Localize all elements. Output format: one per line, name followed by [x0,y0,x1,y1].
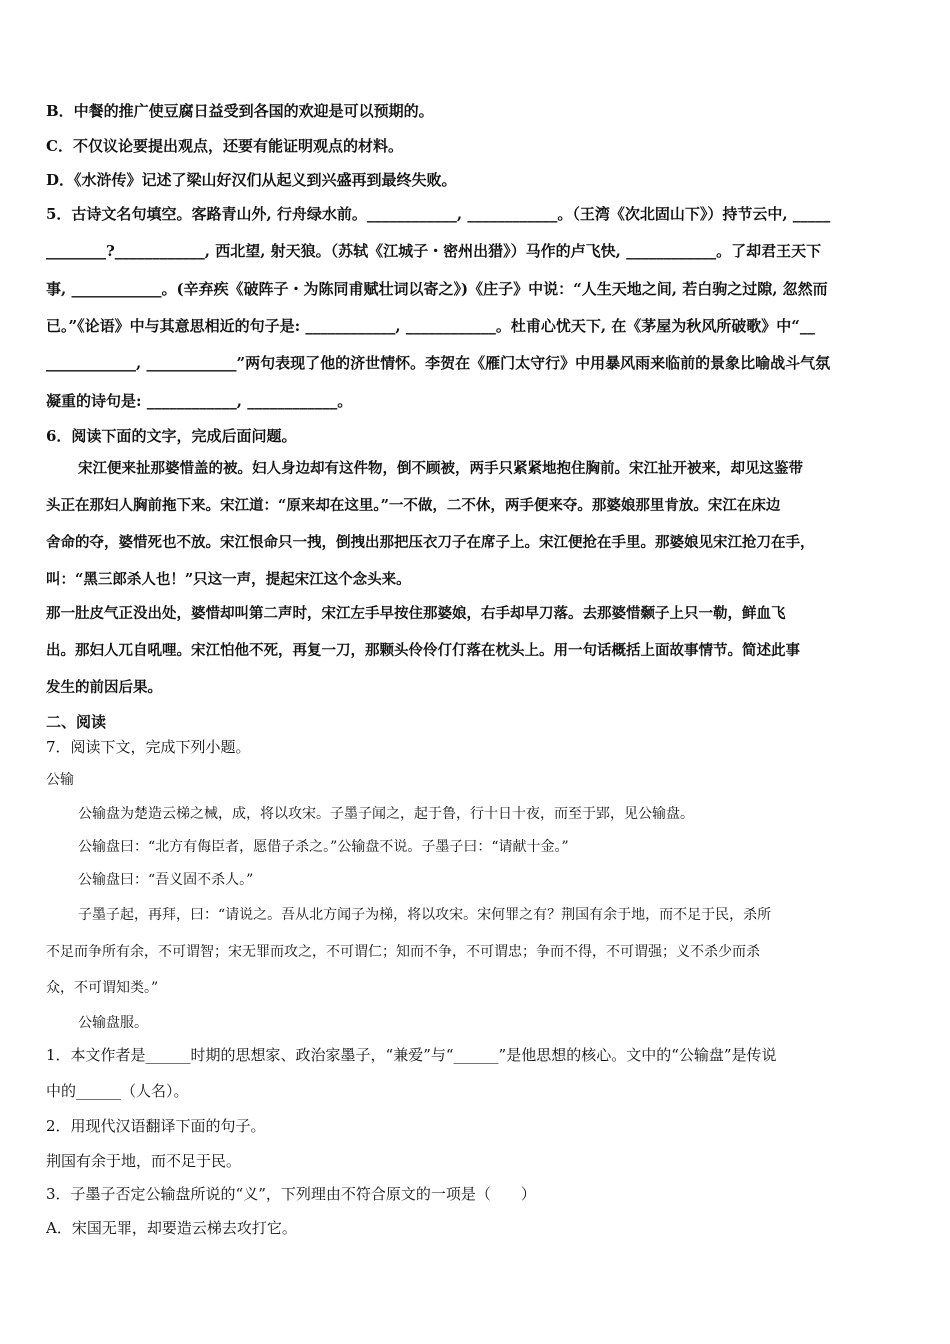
q5-line: ____________, ____________”两句表现了他的济世情怀。李贺在《雁门太守行》中用暴风雨来临前的景象比喻战斗气氛 [46,354,831,372]
q6-title: 6．阅读下面的文字，完成后面问题。 [46,427,297,445]
q4-option-b: B．中餐的推广使豆腐日益受到各国的欢迎是可以预期的。 [46,102,434,120]
q7-title: 7．阅读下文，完成下列小题。 [46,738,251,756]
q6-passage-line: 发生的前因后果。 [46,679,162,696]
q7-passage-line: 公输盘曰：“北方有侮臣者，愿借子杀之。”公输盘不说。子墨子曰：“请献十金。” [78,839,569,855]
q7-passage-line: 公输盘服。 [78,1015,148,1031]
q7-sub-question: 2．用现代汉语翻译下面的句子。 [46,1117,266,1135]
q7-passage-line: 子墨子起，再拜，曰：“请说之。吾从北方闻子为梯，将以攻宋。宋何罪之有？荆国有余于地，而不足于民，杀所 [78,907,772,923]
section-heading: 二、阅读 [46,713,107,731]
q7-passage-line: 众，不可谓知类。” [46,980,159,996]
q6-passage-line: 那一肚皮气正没出处，婆惜却叫第二声时，宋江左手早按住那婆娘，右手却早刀落。去那婆惜颡子上只一勒，鲜血飞 [46,605,786,622]
q6-passage-line: 宋江便来扯那婆惜盖的被。妇人身边却有这件物，倒不顾被，两手只紧紧地抱住胸前。宋江扯开被来，却见这鉴带 [78,460,803,477]
q6-passage-line: 舍命的夺，婆惜死也不放。宋江恨命只一拽，倒拽出那把压衣刀子在席子上。宋江便抢在手里。那婆娘见宋江抢刀在手， [46,534,815,551]
q6-passage-line: 头正在那妇人胸前拖下来。宋江道：“原来却在这里。”一不做，二不休，两手便来夺。那婆娘那里肯放。宋江在床边 [46,497,781,514]
q7-sub-question: 荆国有余于地，而不足于民。 [46,1152,242,1170]
q7-sub-question: 中的______（人名）。 [46,1082,189,1100]
q7-passage-heading: 公输 [46,772,74,788]
q5-line: 5．古诗文名句填空。客路青山外, 行舟绿水前。____________, ____________。（王湾《次北固山下》）持节云中, _____ [46,205,831,223]
q5-line: 事, ____________。(辛弃疾《破阵子・为陈同甫赋壮词以寄之》)《庄子》中说：“人生天地之间, 若白驹之过隙, 忽然而 [46,280,828,298]
q7-passage-line: 不足而争所有余，不可谓智；宋无罪而攻之，不可谓仁；知而不争，不可谓忠；争而不得，不可谓强；义不杀少而杀 [46,944,760,960]
q5-line: 凝重的诗句是: ____________, ____________。 [46,392,353,410]
q5-line: ________?____________, 西北望, 射天狼。（苏轼《江城子・密州出猎》）马作的卢飞快, ____________。了却君王天下 [46,242,822,260]
q7-passage-line: 公输盘为楚造云梯之械，成，将以攻宋。子墨子闻之，起于鲁，行十日十夜，而至于郢，见公输盘。 [78,806,694,822]
q7-sub-question: 1．本文作者是______时期的思想家、政治家墨子，“兼爱”与“______”是他思想的核心。文中的“公输盘”是传说 [46,1046,777,1064]
q7-option-a: A．宋国无罪，却要造云梯去攻打它。 [46,1219,297,1237]
q5-line: 已。”《论语》中与其意思相近的句子是: ____________, ____________。杜甫心忧天下, 在《茅屋为秋风所破歌》中“__ [46,317,815,335]
q4-option-c: C．不仅议论要提出观点，还要有能证明观点的材料。 [46,137,403,155]
q4-option-d: D．《水浒传》记述了梁山好汉们从起义到兴盛再到最终失败。 [46,171,457,189]
q7-sub-question: 3．子墨子否定公输盘所说的“义”，下列理由不符合原文的一项是（ ） [46,1185,536,1203]
q7-passage-line: 公输盘曰：“吾义固不杀人。” [78,872,254,888]
q6-passage-line: 出。那妇人兀自吼哩。宋江怕他不死，再复一刀，那颗头伶伶仃仃落在枕头上。用一句话概括上面故事情节。简述此事 [46,642,800,659]
q6-passage-line: 叫：“黑三郎杀人也！”只这一声，提起宋江这个念头来。 [46,571,411,588]
